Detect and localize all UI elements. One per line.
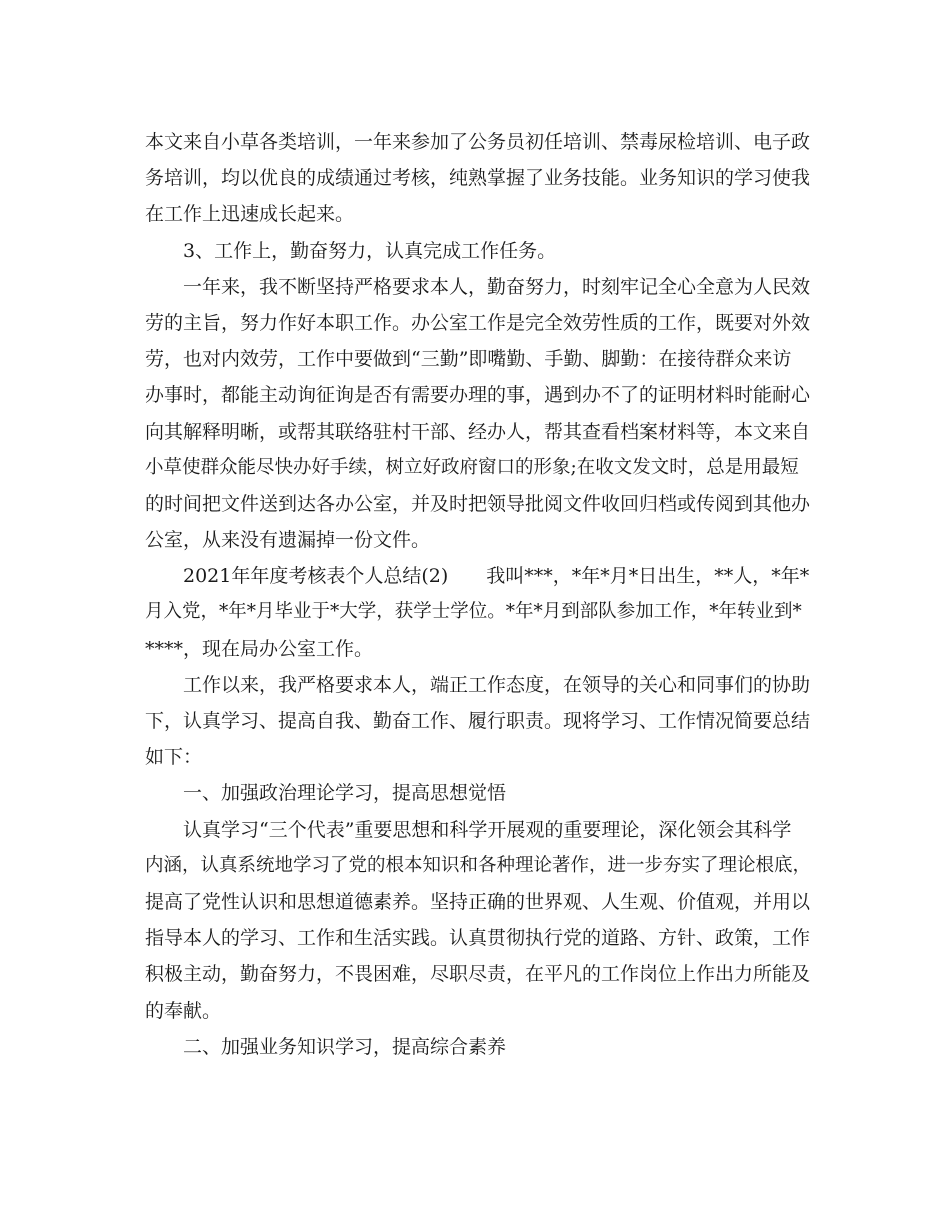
text-line: 公室，从来没有遗漏掉一份文件。 [145,529,431,552]
text-line: 如下： [145,746,203,769]
text-line: 工作以来，我严格要求本人，端正工作态度，在领导的关心和同事们的协助 [183,673,811,696]
text-line: 的时间把文件送到达各办公室，并及时把领导批阅文件收回归档或传阅到其他办 [145,492,811,515]
text-line: 的奉献。 [145,999,222,1022]
text-line: 提高了党性认识和思想道德素养。坚持正确的世界观、人生观、价值观，并用以 [145,890,811,913]
text-line: 在工作上迅速成长起来。 [145,203,355,226]
text-line: 一年来，我不断坚持严格要求本人，勤奋努力，时刻牢记全心全意为人民效 [183,275,811,298]
text-line: 办事时，都能主动询征询是否有需要办理的事，遇到办不了的证明材料时能耐心 [145,384,811,407]
text-line: 指导本人的学习、工作和生活实践。认真贯彻执行党的道路、方针、政策，工作 [145,927,811,950]
text-line: 务培训，均以优良的成绩通过考核，纯熟掌握了业务技能。业务知识的学习使我 [145,167,811,190]
text-line: ****，现在局办公室工作。 [145,637,374,660]
text-line: 劳的主旨，努力作好本职工作。办公室工作是完全效劳性质的工作，既要对外效 [145,311,811,334]
document-body [145,124,815,1065]
text-line: 下，认真学习、提高自我、勤奋工作、履行职责。现将学习、工作情况简要总结 [145,710,811,732]
text-line: 3、工作上，勤奋努力，认真完成工作任务。 [183,239,557,262]
text-line: 二、加强业务知识学习，提高综合素养 [183,1035,507,1058]
text-line: 积极主动，勤奋努力，不畏困难，尽职尽责，在平凡的工作岗位上作出力所能及 [145,963,811,986]
text-line: 认真学习“三个代表”重要思想和科学开展观的重要理论，深化领会其科学 [183,818,792,841]
text-line: 本文来自小草各类培训，一年来参加了公务员初任培训、禁毒尿检培训、电子政 [145,131,811,153]
text-line: 小草使群众能尽快办好手续，树立好政府窗口的形象;在收文发文时，总是用最短 [145,456,799,478]
text-line: 月入党，*年*月毕业于*大学，获学士学位。*年*月到部队参加工作，*年转业到* [145,601,802,623]
text-line: 内涵，认真系统地学习了党的根本知识和各种理论著作，进一步夯实了理论根底， [145,854,812,876]
text-line: 劳，也对内效劳，工作中要做到“三勤”即嘴勤、手勤、脚勤：在接待群众来访 [145,348,792,371]
text-line: 一、加强政治理论学习，提高思想觉悟 [183,782,507,805]
text-line: 向其解释明晰，或帮其联络驻村干部、经办人，帮其查看档案材料等，本文来自 [145,420,811,443]
text-line: 2021年年度考核表个人总结(2) 我叫***，*年*月*日出生，**人，*年* [183,565,810,588]
